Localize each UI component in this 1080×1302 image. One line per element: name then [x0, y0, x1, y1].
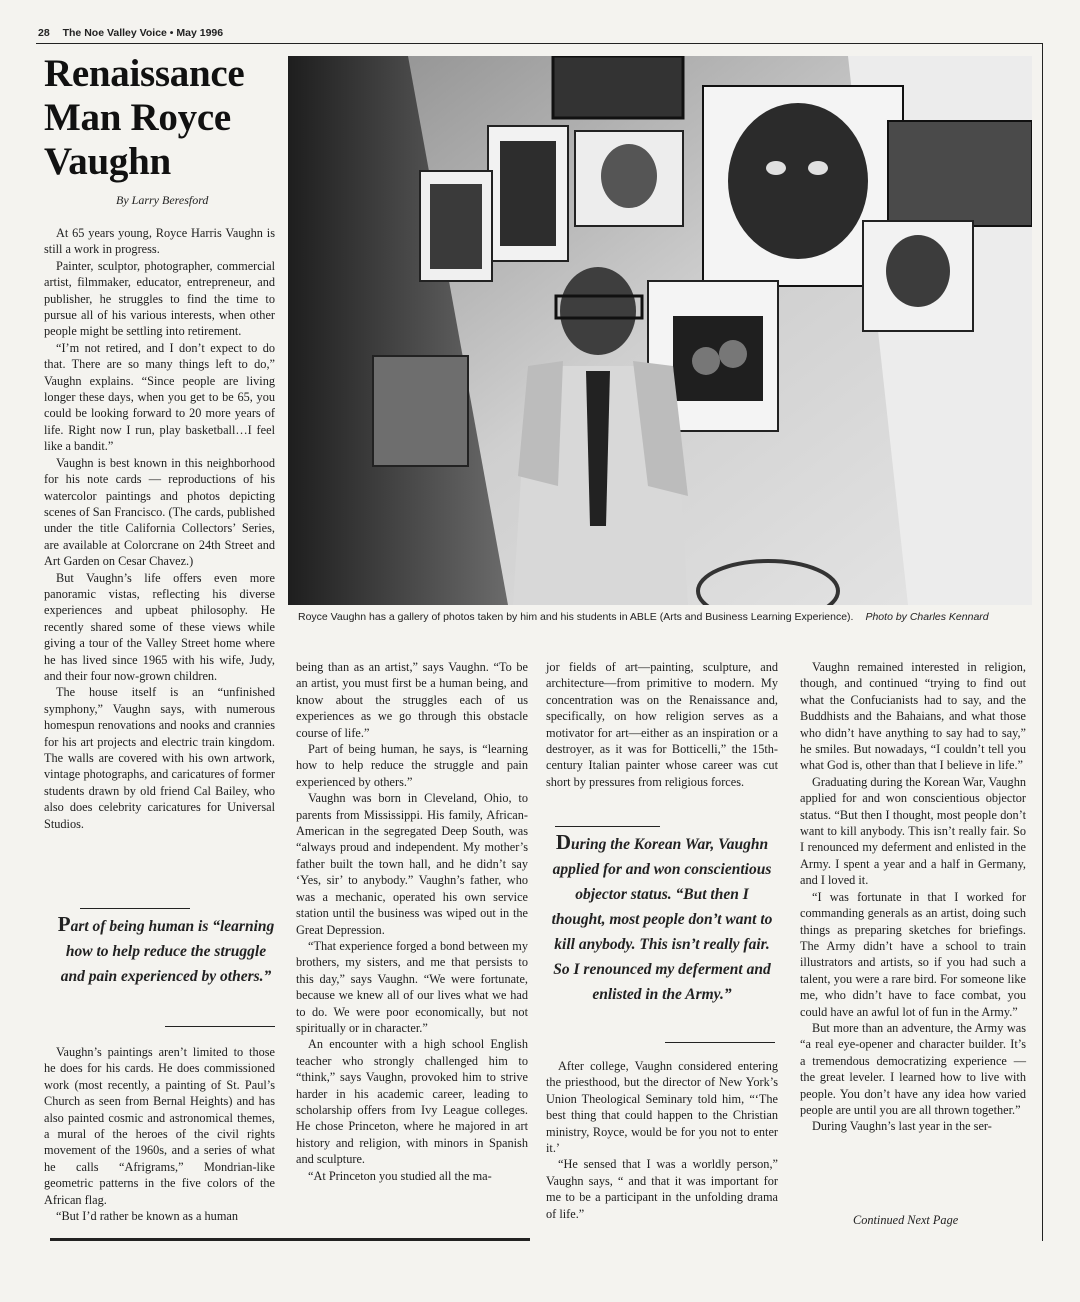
paragraph: Graduating during the Korean War, Vaughn applied for and won conscientious objector status. “But then I thought, most people don’t want to kill anybody. This isn’t really fair. So I renounced my deferment and enlisted in the Army. I spent a year and a half in Germany, and I loved it. — [800, 774, 1026, 888]
paragraph: “I was fortunate in that I worked for commanding generals as an artist, doing such things as preparing sketches for briefings. The Army didn’t have a school to train illustrators and artists, so if you had such a talent, you were a rare bird. For someone like me, who didn’t have to face combat, you could have an awful lot of fun in the Army.” — [800, 889, 1026, 1019]
gallery-photo — [288, 56, 1032, 605]
top-rule — [36, 43, 1042, 44]
column-3-bottom — [546, 1058, 778, 1222]
pull-quote-initial: D — [555, 830, 572, 854]
paragraph: “He sensed that I was a worldly person,” Vaughn says, “ and that it was important for me to be a participant in the unfolding drama of life.” — [546, 1157, 778, 1221]
paragraph: Painter, sculptor, photographer, commercial artist, filmmaker, educator, entrepreneur, and publisher, he struggles to find the time to pursue all of his various interests, when other people might be settling into retirement. — [44, 258, 275, 339]
paragraph: An encounter with a high school English teacher who strongly challenged him to “think,” says Vaughn, provoked him to strive harder in his academic career, leading to scholarship offers from Ivy League colleges. He chose Princeton, where he majored in art history and religion, with minors in Spanish and sculpture. — [296, 1037, 528, 1167]
paragraph: Vaughn was born in Cleveland, Ohio, to parents from Mississippi. His family, African-American in the segregated Deep South, was “always proud and independent. My mother’s father built the town hall, and he didn’t say ‘Yes, sir’ to anybody.” Vaughn’s father, who was a mechanic, operated his own service station until the business was wiped out in the Great Depression. — [296, 791, 528, 937]
pull-quote-text: art of being human is “learning how to help reduce the struggle and pain experienced by others.” — [60, 918, 275, 985]
bottom-rule — [50, 1238, 530, 1241]
pull-quote-rule — [80, 908, 190, 909]
pull-quote-rule — [665, 1042, 775, 1043]
publication-line: The Noe Valley Voice • May 1996 — [62, 27, 224, 39]
paragraph: Vaughn remained interested in religion, though, and continued “trying to find out what the Confucianists had to say, and the Buddhists and the Bahaians, and what those who didn’t have anything to say had to say,” he smiles. But nowadays, “I couldn’t tell you what God is, other than that I believe in life.” — [800, 660, 1026, 773]
paragraph: But Vaughn’s life offers even more panoramic vistas, reflecting his diverse experiences and upbeat philosophy. He recently shared some of these views while giving a tour of the Valley Street home where he has lived since 1965 with his wife, Judy, and their four now-grown children. — [44, 570, 275, 683]
page-number: 28 — [38, 27, 50, 39]
column-1-top — [44, 225, 275, 832]
paragraph: After college, Vaughn considered entering the priesthood, but the director of New York’s Union Theological Seminary told him, “‘The best thing that could happen to the Christian ministry, Royce, would be for you not to enter it.’ — [546, 1059, 778, 1156]
paragraph: But more than an adventure, the Army was “a real eye-opener and character builder. It’s a tremendous democratizing experience — the great leveler. I learned how to live with people. You don’t have any idea how varied people are until you are all thrown together.” — [800, 1020, 1026, 1117]
paragraph: Vaughn’s paintings aren’t limited to those he does for his cards. He does commissioned work (most recently, a painting of St. Paul’s Church as seen from Bernal Heights) and has also painted cosmic and astronomical themes, a mural of the heroes of the civil rights movement of the 1960s, and a series of what he calls “Afrigrams,” Mondrian-like geometric patterns in the five colors of the African flag. — [44, 1045, 275, 1207]
article-byline: By Larry Beresford — [116, 193, 209, 207]
paragraph: The house itself is an “unfinished symphony,” Vaughn says, with numerous homespun renovations and nooks and crannies for his art projects and electric train kingdom. The walls are covered with his own artwork, vintage photographs, and caricatures of former students drawn by old friend Cal Bailey, who also does celebrity caricatures for Universal Studios. — [44, 685, 275, 831]
right-rule — [1042, 43, 1043, 1241]
photo-illustration — [288, 56, 1032, 605]
pull-quote-initial: P — [57, 912, 71, 936]
paragraph: During Vaughn’s last year in the ser- — [812, 1119, 992, 1134]
paragraph: being than as an artist,” says Vaughn. “To be an artist, you must first be a human being, and know about the struggles each of us experiences as we go through this obstacle course of life.” — [296, 660, 528, 740]
column-1-bottom — [44, 1044, 275, 1224]
article-headline: Renaissance Man Royce Vaughn — [44, 52, 245, 183]
pull-quote-text: uring the Korean War, Vaughn applied for and won conscientious objector status. “But then I thought, most people don’t want to kill anybody. This isn’t really fair. So I renounced my deferment and enlisted in the Army.” — [551, 836, 773, 1003]
continued-notice: Continued Next Page — [853, 1213, 959, 1227]
column-4 — [800, 659, 1026, 1135]
paragraph: At 65 years young, Royce Harris Vaughn is still a work in progress. — [44, 226, 275, 257]
column-3-top — [546, 659, 778, 790]
column-2 — [296, 659, 528, 1184]
paragraph: jor fields of art—painting, sculpture, and architecture—from primitive to modern. My concentration was on the Renaissance and, specifically, on how religion serves as a motivator for art—either as an inspiration or a destroyer, as it was for Botticelli,” the 15th-century Italian painter whose career was cut short by pressures from religious forces. — [546, 660, 778, 789]
paragraph: “But I’d rather be known as a human — [56, 1209, 239, 1224]
pull-quote-rule — [555, 826, 660, 827]
paragraph: “I’m not retired, and I don’t expect to do that. There are so many things left to do,” Vaughn explains. “Since people are living longer these days, when you get to be 65, you could be looking forward to 20 more years of life. Right now I run, play basketball…I feel like a bandit.” — [44, 340, 275, 454]
pull-quote-human — [52, 912, 280, 989]
page-folio — [38, 27, 1038, 43]
pull-quote-korean-war — [548, 830, 776, 1007]
photo-credit: Photo by Charles Kennard — [865, 611, 989, 623]
paragraph: “At Princeton you studied all the ma- — [308, 1168, 492, 1183]
paragraph: “That experience forged a bond between my brothers, my sisters, and me that persists to this day,” says Vaughn. “We were fortunate, because we knew all of our lives what we had to do. We were poor economically, but not spiritually or in character.” — [296, 938, 528, 1035]
caption-text: Royce Vaughn has a gallery of photos taken by him and his students in ABLE (Arts and Business Learning Experience). — [298, 611, 854, 623]
pull-quote-rule — [165, 1026, 275, 1027]
paragraph: Part of being human, he says, is “learning how to help reduce the struggle and pain experienced by others.” — [296, 742, 528, 789]
photo-caption — [298, 611, 1038, 623]
paragraph: Vaughn is best known in this neighborhood for his note cards — reproductions of his watercolor paintings and photos depicting scenes of San Francisco. (The cards, published under the title California Collectors’ Series, are available at Colorcrane on 24th Street and Art Garden on Cesar Chavez.) — [44, 455, 275, 569]
